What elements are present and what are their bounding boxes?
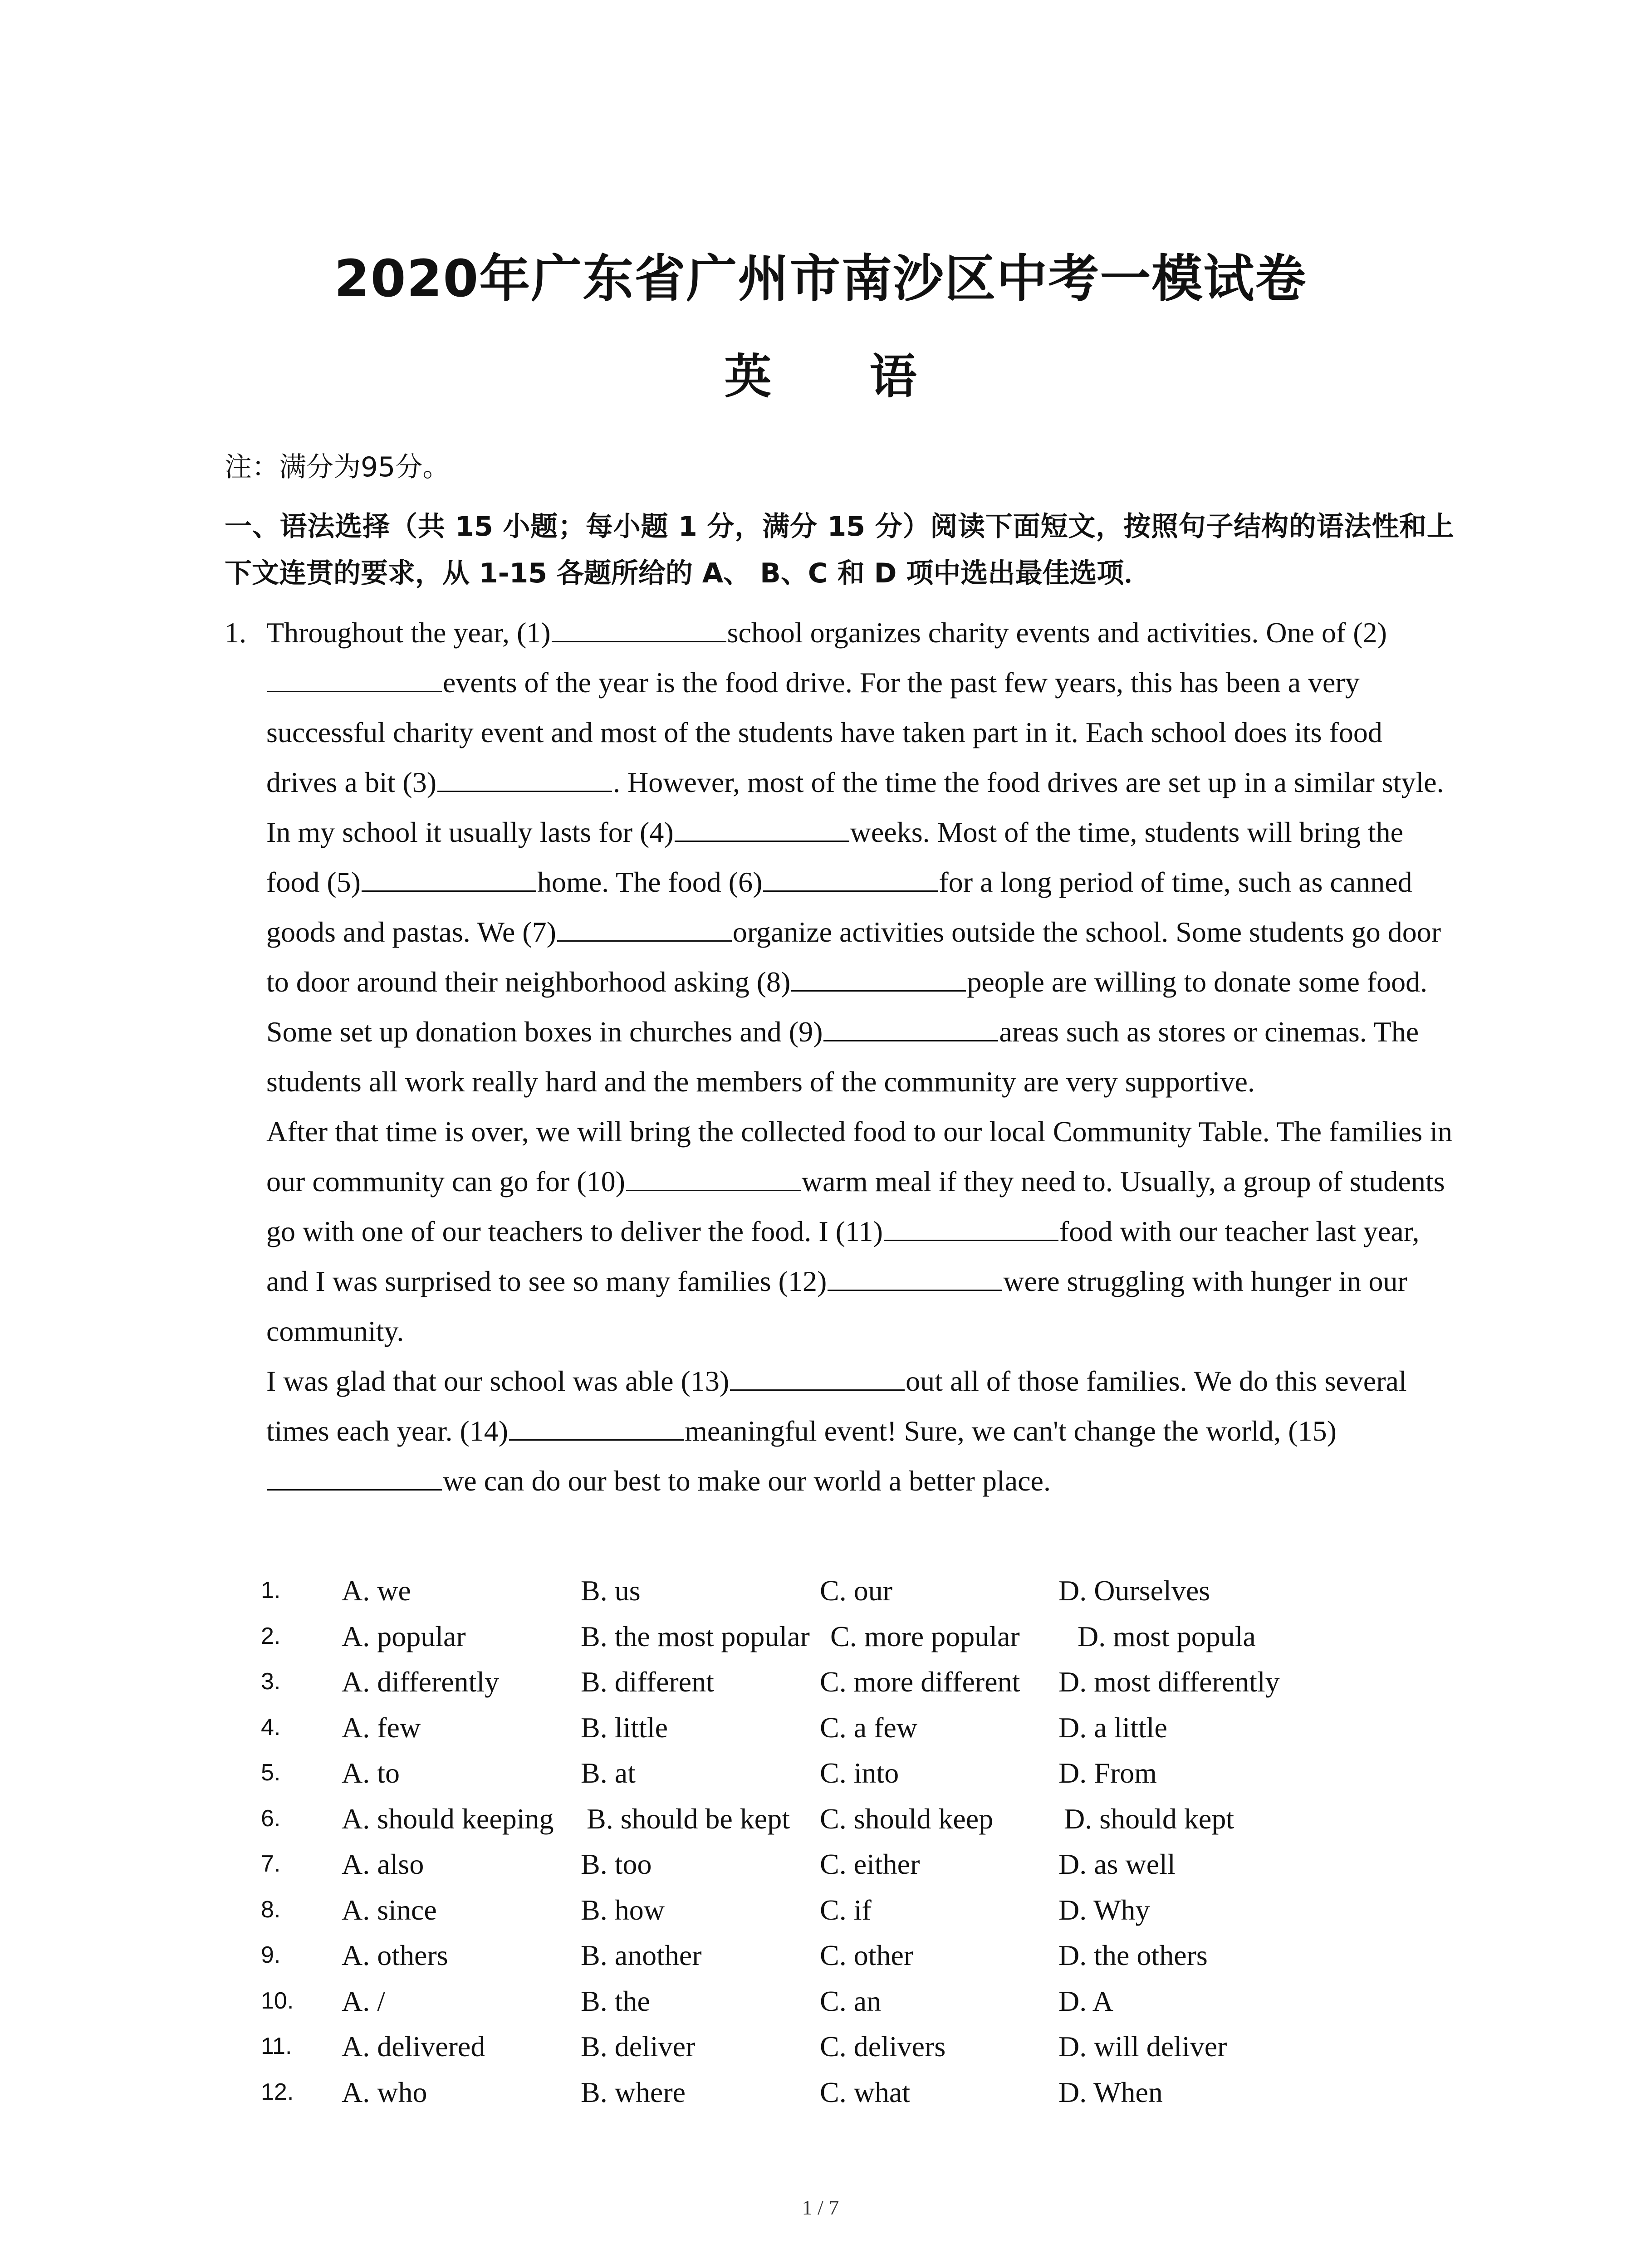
passage-text: food with our teacher last year, and I was surprised to see so many families (12) (266, 1215, 1420, 1297)
passage-text: weeks. Most of the time, students will bring the food (5) (266, 816, 1404, 898)
passage-text: In my school it usually lasts for (4) (266, 816, 674, 848)
passage-paragraph-4 (225, 1356, 1459, 1506)
option-a: A. we (342, 1574, 411, 1607)
answer-blank-14 (509, 1411, 684, 1441)
option-c: C. more popular (830, 1620, 1020, 1652)
answer-blank-7 (557, 912, 732, 942)
option-row (225, 1893, 1459, 1939)
option-d: D. most differently (1058, 1666, 1280, 1698)
option-c: C. should keep (820, 1802, 994, 1835)
passage-text: home. The food (6) (537, 866, 763, 898)
answer-blank-3 (437, 763, 612, 792)
section-instruction: 一、语法选择（共 15 小题；每小题 1 分，满分 15 分）阅读下面短文，按照句子结构的语法性和上下文连贯的要求，从 1-15 各题所给的 A、 B、C 和 D 项中选出最佳选项． (225, 511, 1454, 589)
answer-blank-9 (823, 1012, 998, 1041)
option-c: C. either (820, 1848, 920, 1880)
option-number: 6. (261, 1805, 281, 1832)
option-b: B. deliver (581, 2030, 696, 2063)
option-d: D. From (1058, 1757, 1157, 1789)
option-row (225, 1665, 1459, 1711)
option-b: B. too (581, 1848, 652, 1880)
option-b: B. the most popular (581, 1620, 810, 1652)
option-d: D. a little (1058, 1711, 1167, 1744)
passage-text: After that time is over, we will bring the collected food to our local Community Table. The families in our community can go for (10) (266, 1115, 1452, 1198)
option-a: A. delivered (342, 2030, 485, 2063)
option-b: B. should be kept (587, 1802, 790, 1835)
answer-blank-5 (362, 862, 536, 892)
passage-text: meaningful event! Sure, we can't change the world, (15) (685, 1415, 1337, 1447)
option-row (225, 1848, 1459, 1893)
option-row (225, 1711, 1459, 1757)
option-d: D. will deliver (1058, 2030, 1227, 2063)
passage-text: warm meal if they need to. Usually, a group of students go with one of our teachers to deliver the food. I (11) (266, 1165, 1445, 1247)
option-b: B. the (581, 1984, 650, 2017)
option-number: 4. (261, 1714, 281, 1740)
option-b: B. another (581, 1939, 702, 1971)
option-d: D. A (1058, 1984, 1113, 2017)
question-number: 1. (225, 616, 246, 649)
score-note: 注：满分为95分。 (225, 451, 450, 483)
answer-options (225, 1574, 1459, 2121)
option-b: B. different (581, 1666, 714, 1698)
option-row (225, 2076, 1459, 2121)
passage-text: organize activities outside the school. Some students go door to door around their neighborhood asking (8) (266, 916, 1441, 998)
option-number: 10. (261, 1987, 294, 2014)
option-number: 12. (261, 2078, 294, 2105)
passage-text: . However, most of the time the food drives are set up in a similar style. (613, 766, 1444, 798)
option-number: 9. (261, 1942, 281, 1968)
answer-blank-6 (763, 862, 938, 892)
passage-text: areas such as stores or cinemas. The students all work really hard and the members of the community are very supportive. (266, 1016, 1419, 1098)
passage-text: out all of those families. We do this several times each year. (14) (266, 1365, 1407, 1447)
option-number: 2. (261, 1623, 281, 1649)
option-row (225, 1802, 1459, 1848)
page-number: 1 / 7 (802, 2196, 839, 2219)
answer-blank-11 (884, 1212, 1058, 1241)
option-b: B. us (581, 1574, 641, 1607)
passage-text: for a long period of time, such as canned goods and pastas. We (7) (266, 866, 1412, 948)
passage-text: people are willing to donate some food. Some set up donation boxes in churches and (9) (266, 966, 1428, 1048)
option-a: A. also (342, 1848, 424, 1880)
option-b: B. where (581, 2076, 686, 2108)
passage-text: events of the year is the food drive. For the past few years, this has been a very successful charity event and most of the students have taken part in it. Each school does its food drives a bit (3) (266, 666, 1382, 798)
option-number: 3. (261, 1668, 281, 1695)
option-c: C. other (820, 1939, 914, 1971)
option-row (225, 2030, 1459, 2076)
option-number: 11. (261, 2033, 292, 2059)
option-a: A. should keeping (342, 1802, 554, 1835)
option-c: C. into (820, 1757, 899, 1789)
option-number: 5. (261, 1760, 281, 1786)
option-row (225, 1756, 1459, 1802)
option-c: C. delivers (820, 2030, 946, 2063)
passage-paragraph-3 (225, 1107, 1459, 1356)
subject-title: 英 语 (724, 349, 958, 404)
option-a: A. who (342, 2076, 427, 2108)
passage-text: school organizes charity events and activities. One of (2) (727, 616, 1387, 649)
option-a: A. few (342, 1711, 421, 1744)
option-d: D. When (1058, 2076, 1163, 2108)
passage-text: were struggling with hunger in our community. (266, 1265, 1407, 1347)
answer-blank-8 (791, 962, 966, 992)
option-c: C. our (820, 1574, 892, 1607)
option-c: C. if (820, 1893, 872, 1926)
option-b: B. little (581, 1711, 668, 1744)
passage-paragraph-2 (225, 807, 1459, 1107)
answer-blank-15 (267, 1461, 442, 1491)
answer-blank-2 (267, 663, 442, 692)
option-d: D. Why (1058, 1893, 1150, 1926)
option-a: A. others (342, 1939, 448, 1971)
passage-text: Throughout the year, (1) (266, 616, 551, 649)
option-a: A. / (342, 1984, 385, 2017)
option-d: D. should kept (1064, 1802, 1234, 1835)
option-d: D. Ourselves (1058, 1574, 1210, 1607)
option-a: A. since (342, 1893, 437, 1926)
option-c: C. what (820, 2076, 911, 2108)
answer-blank-10 (626, 1162, 801, 1191)
option-number: 8. (261, 1896, 281, 1923)
option-a: A. differently (342, 1666, 500, 1698)
reading-passage (225, 608, 1459, 1506)
option-b: B. at (581, 1757, 636, 1789)
exam-title: 2020年广东省广州市南沙区中考一模试卷 (334, 249, 1307, 308)
answer-blank-13 (730, 1361, 905, 1391)
option-a: A. popular (342, 1620, 466, 1652)
passage-text: we can do our best to make our world a better place. (443, 1465, 1051, 1497)
option-d: D. most popula (1078, 1620, 1256, 1652)
answer-blank-1 (552, 613, 726, 642)
option-a: A. to (342, 1757, 400, 1789)
answer-blank-4 (675, 812, 849, 842)
option-c: C. a few (820, 1711, 918, 1744)
option-number: 7. (261, 1851, 281, 1877)
answer-blank-12 (828, 1261, 1002, 1291)
option-row (225, 1939, 1459, 1984)
option-b: B. how (581, 1893, 665, 1926)
option-c: C. more different (820, 1666, 1020, 1698)
option-row (225, 1620, 1459, 1666)
passage-paragraph-1 (225, 608, 1459, 807)
option-row (225, 1574, 1459, 1620)
option-d: D. as well (1058, 1848, 1176, 1880)
option-d: D. the others (1058, 1939, 1208, 1971)
option-number: 1. (261, 1577, 281, 1603)
passage-text: I was glad that our school was able (13) (266, 1365, 730, 1397)
option-row (225, 1984, 1459, 2030)
option-c: C. an (820, 1984, 882, 2017)
